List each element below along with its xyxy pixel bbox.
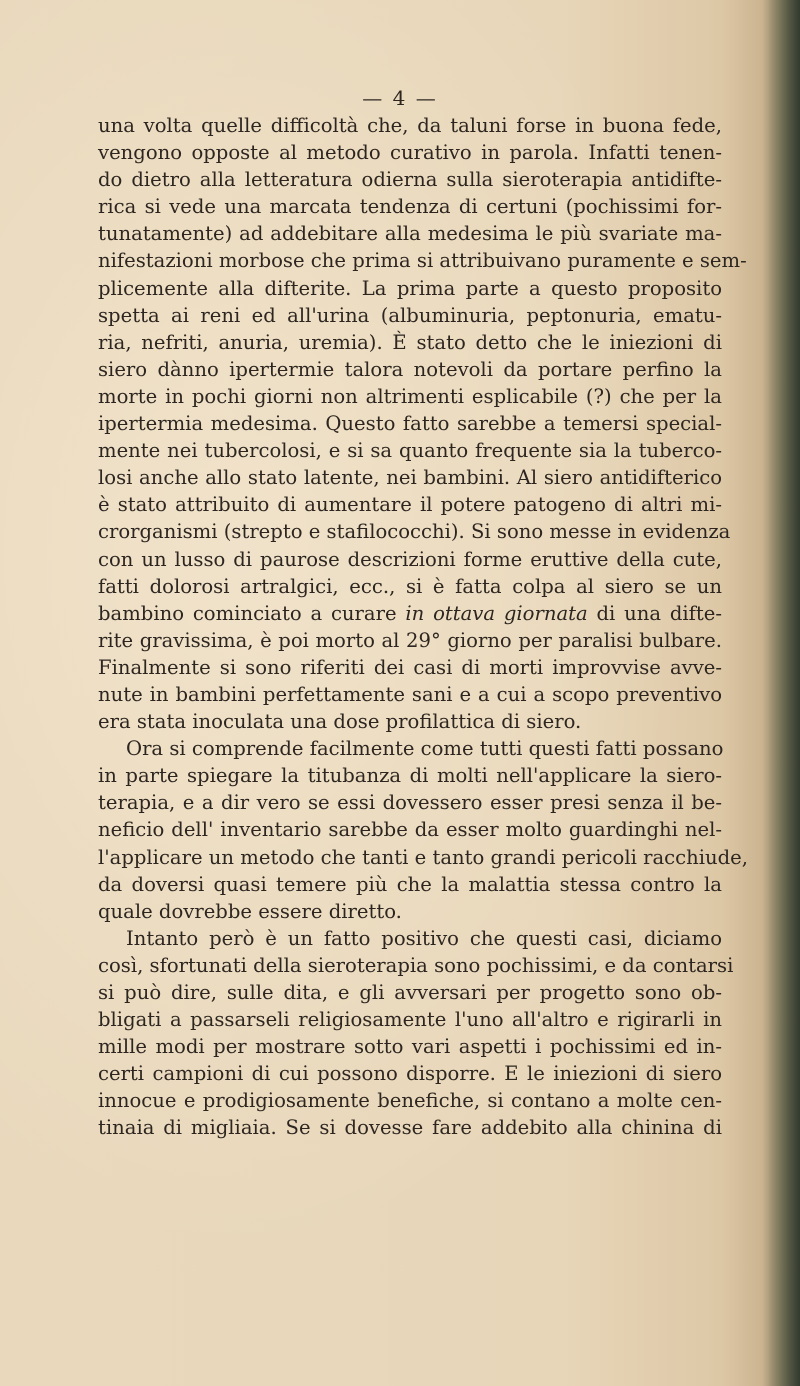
text-line: certi campioni di cui possono disporre. E le iniezioni di siero <box>98 1062 722 1086</box>
text-line: Finalmente si sono riferiti dei casi di morti improvvise avve- <box>98 655 722 679</box>
text-line: rite gravissima, è poi morto al 29° giorno per paralisi bulbare. <box>98 628 722 652</box>
text-line: plicemente alla difterite. La prima parte a questo proposito <box>98 276 722 300</box>
text-line: è stato attribuito di aumentare il potere patogeno di altri mi- <box>98 493 722 517</box>
text-line: mente nei tubercolosi, e si sa quanto frequente sia la tuberco- <box>98 439 722 463</box>
text-line: nifestazioni morbose che prima si attribuivano puramente e sem- <box>98 249 747 273</box>
page-number: — 4 — <box>362 86 438 110</box>
text-line: nute in bambini perfettamente sani e a cui a scopo preventivo <box>98 682 722 706</box>
text-line: una volta quelle difficoltà che, da taluni forse in buona fede, <box>98 114 722 137</box>
text-line: bligati a passarseli religiosamente l'uno all'altro e rigirarli in <box>98 1008 722 1032</box>
text-line: terapia, e a dir vero se essi dovessero esser presi senza il be- <box>98 791 722 815</box>
text-line: ria, nefriti, anuria, uremia). È stato detto che le iniezioni di <box>98 330 722 354</box>
text-segment: bambino cominciato a curare <box>98 601 406 625</box>
paragraph-2 <box>98 735 748 925</box>
body-text <box>98 112 748 1142</box>
text-line: neficio dell' inventario sarebbe da esser molto guardinghi nel- <box>98 818 722 842</box>
text-line: tinaia di migliaia. Se si dovesse fare addebito alla chinina di <box>98 1116 722 1140</box>
text-line: fatti dolorosi artralgici, ecc., si è fatta colpa al siero se un <box>98 574 722 598</box>
text-line: losi anche allo stato latente, nei bambini. Al siero antidifterico <box>98 466 722 490</box>
text-line: ipertermia medesima. Questo fatto sarebbe a temersi special- <box>98 412 722 436</box>
text-line: con un lusso di paurose descrizioni forme eruttive della cute, <box>98 547 722 571</box>
text-line-with-italic <box>98 600 722 627</box>
text-line: innocue e prodigiosamente benefiche, si contano a molte cen- <box>98 1089 722 1113</box>
text-line: rica si vede una marcata tendenza di certuni (pochissimi for- <box>98 195 722 219</box>
text-line: mille modi per mostrare sotto vari aspetti i pochissimi ed in- <box>98 1035 722 1059</box>
text-line: così, sfortunati della sieroterapia sono pochissimi, e da contarsi <box>98 953 734 977</box>
text-line: siero dànno ipertermie talora notevoli da portare perfino la <box>98 357 722 381</box>
paragraph-3 <box>98 925 734 1142</box>
page-edge-shadow <box>762 0 800 1386</box>
text-line: quale dovrebbe essere diretto. <box>98 899 402 923</box>
text-line: da doversi quasi temere più che la malattia stessa contro la <box>98 872 722 896</box>
text-line: crorganismi (strepto e stafilococchi). Si sono messe in evidenza <box>98 520 731 544</box>
italic-phrase: in ottava giornata <box>405 601 588 625</box>
text-line: era stata inoculata una dose profilattica di siero. <box>98 710 582 734</box>
text-segment: di una difte- <box>587 601 722 625</box>
text-line: spetta ai reni ed all'urina (albuminuria, peptonuria, ematu- <box>98 303 722 327</box>
text-line: morte in pochi giorni non altrimenti esplicabile (?) che per la <box>98 384 722 408</box>
text-line: tunatamente) ad addebitare alla medesima le più svariate ma- <box>98 222 722 246</box>
text-line: do dietro alla letteratura odierna sulla sieroterapia antidifte- <box>98 168 722 192</box>
text-line: Intanto però è un fatto positivo che questi casi, diciamo <box>126 926 722 950</box>
text-line: l'applicare un metodo che tanti e tanto grandi pericoli racchiude, <box>98 845 748 869</box>
text-line: in parte spiegare la titubanza di molti nell'applicare la siero- <box>98 764 722 788</box>
text-line: si può dire, sulle dita, e gli avversari per progetto sono ob- <box>98 981 722 1004</box>
text-line: Ora si comprende facilmente come tutti questi fatti possano <box>126 737 724 761</box>
text-line: vengono opposte al metodo curativo in parola. Infatti tenen- <box>98 141 722 165</box>
paragraph-1 <box>98 112 747 735</box>
